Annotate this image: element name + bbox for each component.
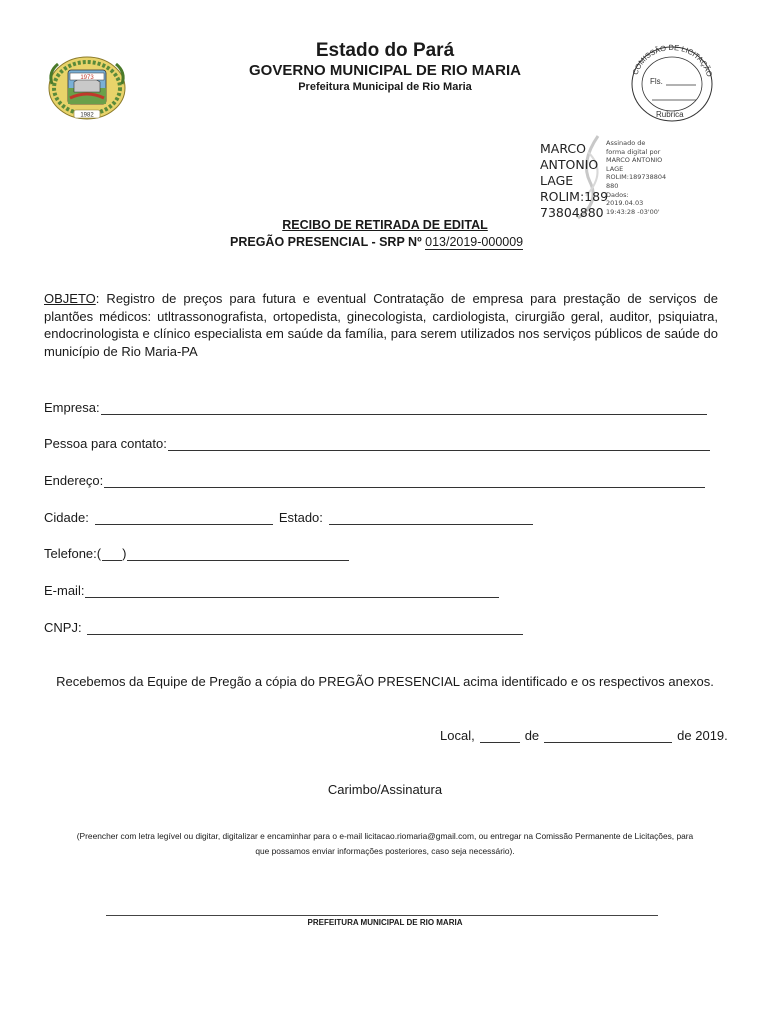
de-label: de [524,728,540,743]
pregao-line [230,235,523,249]
sig-name-line: ROLIM:189 [540,189,609,204]
stamp-arc-text: COMISSÃO DE LICITAÇÃO [630,42,715,78]
state-title: Estado do Pará [315,40,455,61]
stamp-signature-label: Carimbo/Assinatura [327,782,443,797]
telefone-ddd-line[interactable] [102,547,122,561]
note-line: que possamos enviar informações posteriores, caso seja necessário). [255,846,515,856]
instructions-note [50,829,720,859]
local-day-line[interactable] [480,729,520,743]
prefecture-subtitle: Prefeitura Municipal de Rio Maria [298,81,472,93]
estado-label: Estado: [278,510,323,525]
local-month-line[interactable] [544,729,672,743]
telefone-line[interactable] [127,547,349,561]
svg-text:COMISSÃO DE LICITAÇÃO [631,43,715,78]
sig-detail-line: forma digital por [606,147,661,156]
pregao-number: 013/2019-000009 [425,235,524,249]
contato-label: Pessoa para contato: [44,436,167,451]
email-field[interactable] [44,583,499,598]
sig-name-line: MARCO [540,141,586,156]
cnpj-label: CNPJ: [44,620,82,635]
pregao-label: PREGÃO PRESENCIAL - SRP Nº [230,235,422,249]
objeto-text: : Registro de preços para futura e eventual Contratação de empresa para prestação de serviços de plantões médicos: utltrassonografista, ortopedista, ginecologista, cardiologista, cirurgião geral, auditor, psiquiatra, endocrinologista e clínico especialista em saúde da família, para serem utilizados nos serviços públicos de saúde do município de Rio Maria-PA [44,291,718,359]
sig-detail-line: Dados: [606,190,629,199]
sig-detail-line: MARCO ANTONIO [606,156,663,165]
footer-prefeitura: PREFEITURA MUNICIPAL DE RIO MARIA [307,918,463,927]
empresa-label: Empresa: [44,400,100,415]
sig-name-line: 73804880 [540,205,604,220]
digital-signature-name [540,141,608,221]
estado-line[interactable] [329,511,533,525]
telefone-close: ) [122,546,127,561]
stamp-fls-label: Fls. [650,77,663,86]
seal-year-bottom: 1982 [80,112,94,119]
contato-field[interactable] [44,436,710,451]
endereco-field[interactable] [44,473,705,488]
local-date-line[interactable] [440,728,728,743]
signature-line [106,915,658,916]
empresa-field[interactable] [44,400,707,415]
receipt-statement: Recebemos da Equipe de Pregão a cópia do PREGÃO PRESENCIAL acima identificado e os respectivos anexos. [56,674,714,689]
empresa-line[interactable] [101,401,707,415]
sig-detail-line: 2019.04.03 [606,199,644,208]
cidade-estado-field[interactable] [44,510,533,525]
endereco-label: Endereço: [44,473,104,488]
sig-name-line: ANTONIO [540,157,599,172]
receipt-title: RECIBO DE RETIRADA DE EDITAL [282,218,488,232]
objeto-label: OBJETO [44,291,96,306]
sig-detail-line: Assinado de [606,139,646,147]
local-label: Local, [440,728,475,743]
sig-detail-line: ROLIM:189738804 [606,173,667,182]
email-label: E-mail: [44,583,85,598]
year-label: de 2019. [677,728,728,743]
sig-name-line: LAGE [540,173,574,188]
note-line: (Preencher com letra legível ou digitar, digitalizar e encaminhar para o e-mail licitacao.riomaria@gmail.com, ou entregar na Comissão Permanente de Licitações, para [76,831,694,841]
digital-signature-details [606,139,666,216]
stamp-rubrica-label: Rubrica [656,110,684,119]
cidade-label: Cidade: [44,510,89,525]
objeto-paragraph [44,290,718,360]
sig-detail-line: LAGE [606,164,624,173]
cnpj-field[interactable] [44,620,523,635]
seal-year-top: 1973 [80,75,94,81]
contato-line[interactable] [168,437,710,451]
sig-detail-line: 19:43:28 -03'00' [606,207,660,216]
telefone-label: Telefone:( [44,546,102,561]
sig-detail-line: 880 [606,181,619,190]
telefone-field[interactable] [44,546,349,561]
commission-stamp [626,42,718,122]
email-line[interactable] [85,584,499,598]
endereco-line[interactable] [104,474,705,488]
cidade-line[interactable] [95,511,273,525]
cnpj-line[interactable] [87,621,523,635]
government-title: GOVERNO MUNICIPAL DE RIO MARIA [249,62,521,79]
